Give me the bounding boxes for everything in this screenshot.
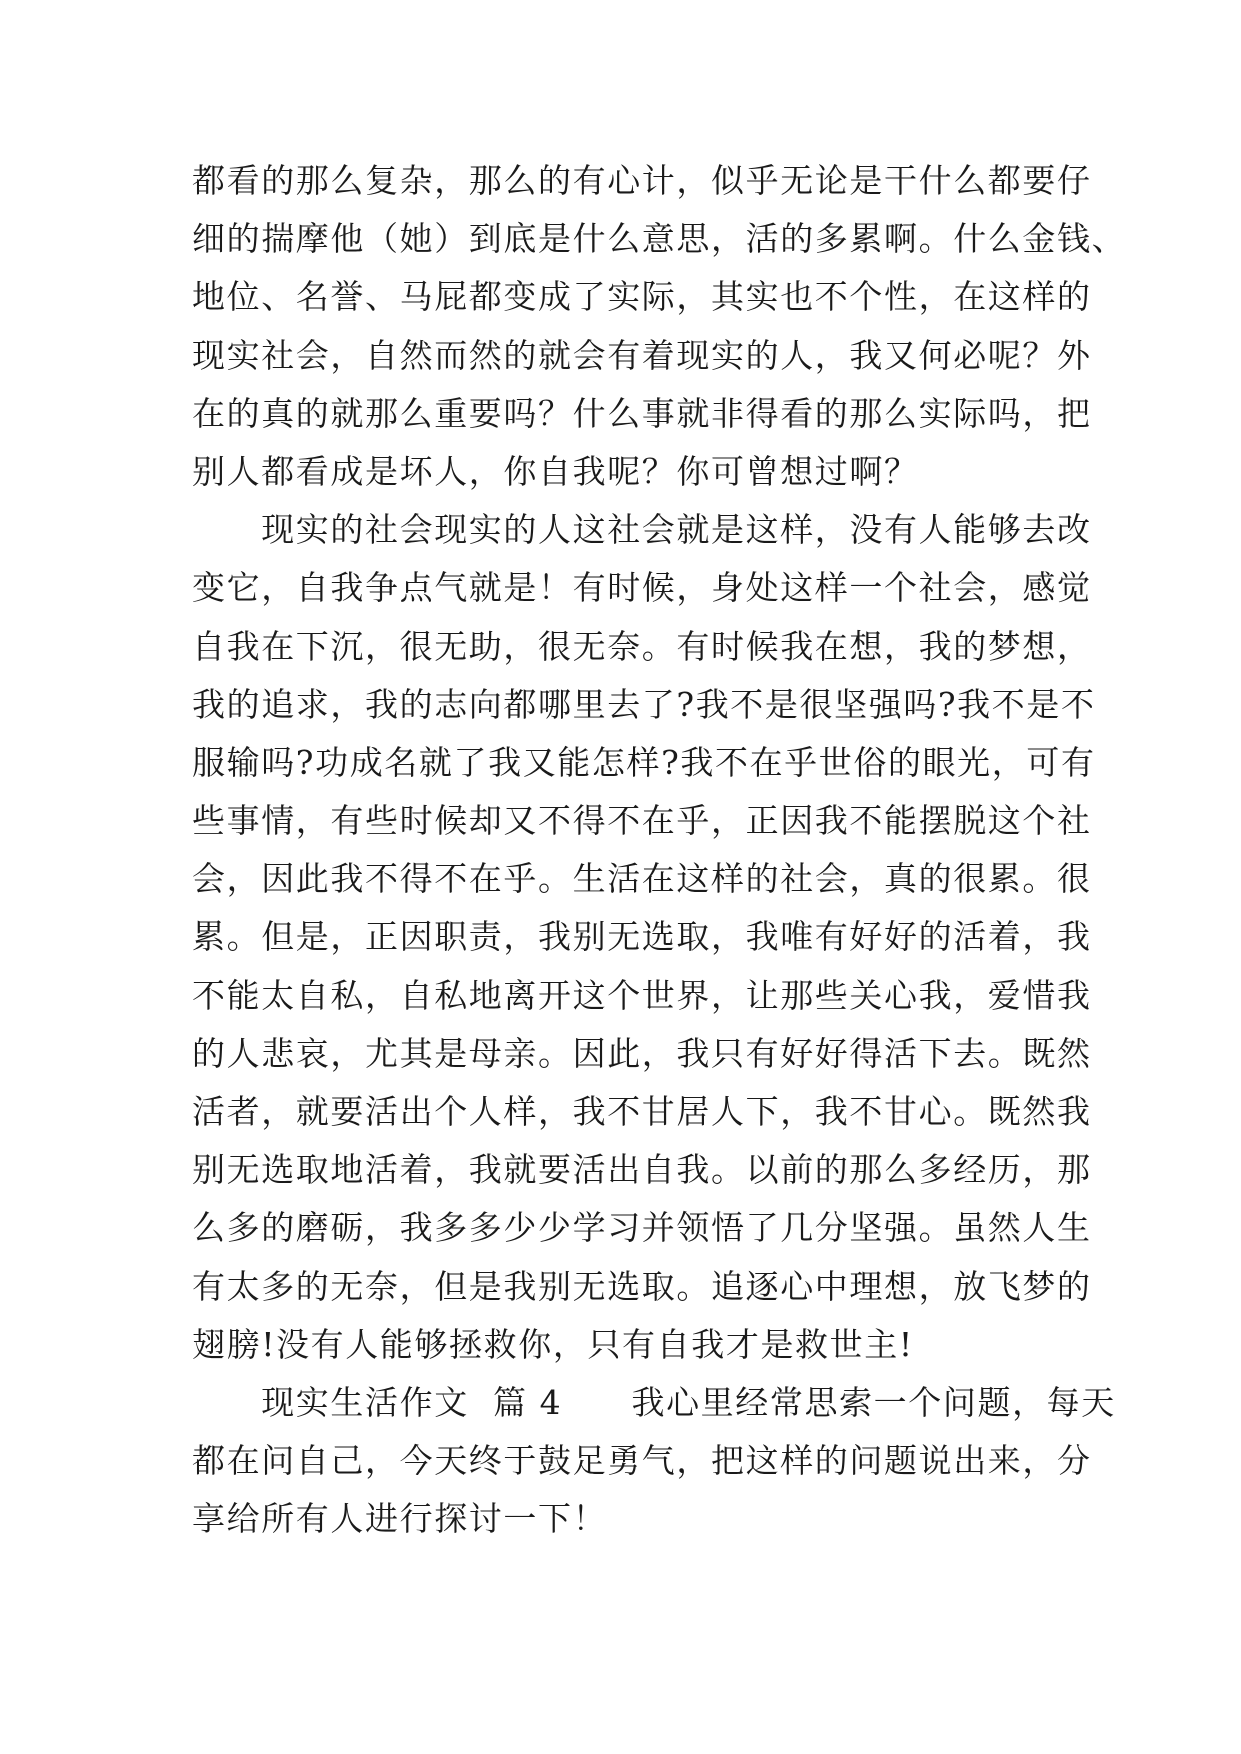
text-line: 变它，自我争点气就是！有时候，身处这样一个社会，感觉: [192, 568, 1092, 608]
section-heading-line: 现实生活作文 篇 4 我心里经常思索一个问题，每天: [192, 1382, 1116, 1422]
text-line: 在的真的就那么重要吗？什么事就非得看的那么实际吗，把: [192, 393, 1092, 433]
text-line: 活者，就要活出个人样，我不甘居人下，我不甘心。既然我: [192, 1092, 1092, 1131]
text-line: 细的揣摩他（她）到底是什么意思，活的多累啊。什么金钱、: [192, 219, 1127, 259]
text-line: 都看的那么复杂，那么的有心计，似乎无论是干什么都要仔: [192, 161, 1092, 200]
text-line: 现实的社会现实的人这社会就是这样，没有人能够去改: [192, 510, 1092, 550]
text-line: 不能太自私，自私地离开这个世界，让那些关心我，爱惜我: [192, 975, 1092, 1015]
text-line: 些事情，有些时候却又不得不在乎，正因我不能摆脱这个社: [192, 801, 1092, 841]
text-line: 累。但是，正因职责，我别无选取，我唯有好好的活着，我: [192, 917, 1092, 957]
text-line: 别人都看成是坏人，你自我呢？你可曾想过啊？: [192, 451, 919, 491]
text-line: 有太多的无奈，但是我别无选取。追逐心中理想，放飞梦的: [192, 1266, 1092, 1306]
text-line: 服输吗?功成名就了我又能怎样?我不在乎世俗的眼光，可有: [192, 742, 1096, 782]
text-line: 自我在下沉，很无助，很无奈。有时候我在想，我的梦想，: [192, 626, 1092, 666]
text-line: 现实社会，自然而然的就会有着现实的人，我又何必呢？外: [192, 335, 1092, 375]
text-line: 会，因此我不得不在乎。生活在这样的社会，真的很累。很: [192, 859, 1092, 899]
text-line: 地位、名誉、马屁都变成了实际，其实也不个性，在这样的: [192, 277, 1092, 317]
text-line: 别无选取地活着，我就要活出自我。以前的那么多经历，那: [192, 1150, 1092, 1190]
text-line: 都在问自己，今天终于鼓足勇气，把这样的问题说出来，分: [192, 1441, 1092, 1481]
text-line: 翅膀!没有人能够拯救你，只有自我才是救世主!: [192, 1324, 914, 1364]
text-line: 我的追求，我的志向都哪里去了?我不是很坚强吗?我不是不: [192, 684, 1096, 724]
text-line: 么多的磨砺，我多多少少学习并领悟了几分坚强。虽然人生: [192, 1208, 1092, 1248]
text-line: 的人悲哀，尤其是母亲。因此，我只有好好得活下去。既然: [192, 1033, 1092, 1073]
text-line: 享给所有人进行探讨一下！: [192, 1499, 608, 1539]
essay-text: [192, 152, 1127, 1549]
